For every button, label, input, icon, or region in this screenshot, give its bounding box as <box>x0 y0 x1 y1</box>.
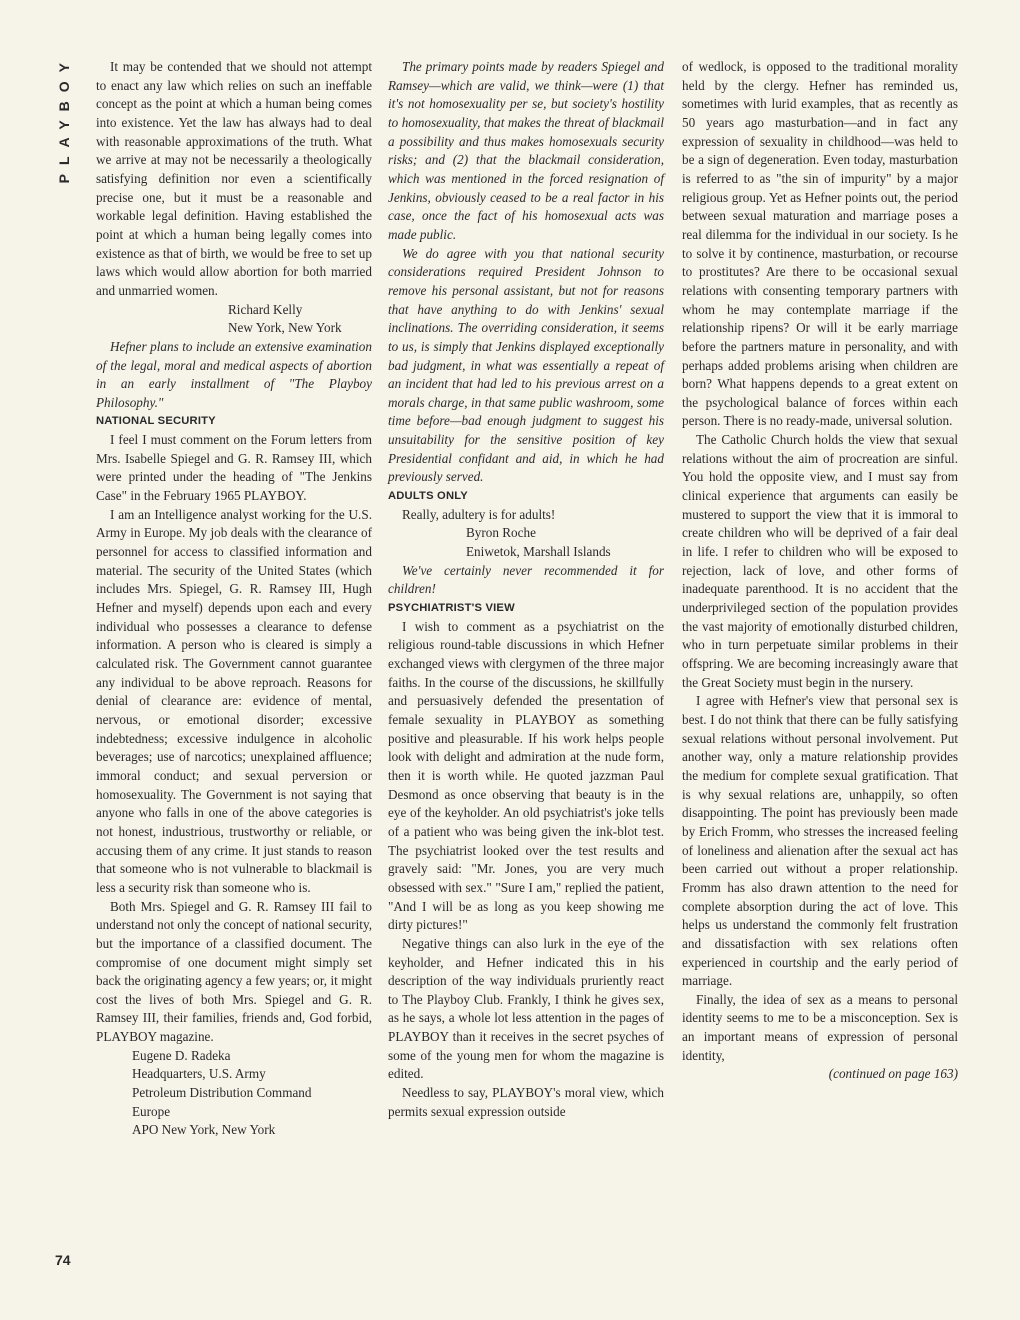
section-heading-psychiatrists-view: PSYCHIATRIST'S VIEW <box>388 602 515 615</box>
column-2 <box>388 58 664 1121</box>
signature-name: Byron Roche <box>466 525 536 541</box>
column-3 <box>682 58 958 1084</box>
letter-paragraph: It may be contended that we should not attempt to enact any law which relies on such an ineffable concept as the point at which a human being comes into existence. Yet the law has always had to deal with reasonable approximations of the truth. What we arrive at may not be necessarily a theologically satisfying definition nor even a scientifically precise one, but it must be a reasonable and workable legal definition. Having established the point at which a human being legally comes into existence as that of birth, we would be free to set up laws which would allow abortion for both married and unmarried women. <box>96 59 372 298</box>
letter-paragraph: I feel I must comment on the Forum letters from Mrs. Isabelle Spiegel and G. R. Ramsey III, which were printed under the heading of "The Jenkins Case" in the February 1965 PLAYBOY. <box>96 432 372 504</box>
letter-paragraph: I am an Intelligence analyst working for the U.S. Army in Europe. My job deals with the clearance of personnel for access to classified information and material. The security of the United States (which includes Mrs. Spiegel, G. R. Ramsey III, Hugh Hefner and myself) depends upon each and every individual who possesses a clearance to defense information. A person who is cleared is simply a calculated risk. The Government cannot guarantee any individual to be above reproach. Reasons for denial of clearance are: evidence of mental, nervous, or emotional disorder; excessive indebtedness; excessive indulgence in alcoholic beverages; use of narcotics; unexplained affluence; immoral conduct; and sexual perversion or homosexuality. The Government is not saying that anyone who falls in one of the above categories is not honest, industrious, trustworthy or reliable, or accusing them of any crime. It just stands to reason that someone who is not vulnerable to blackmail is less a security risk than someone who is. <box>96 506 372 895</box>
continued-notice: (continued on page 163) <box>828 1066 958 1082</box>
letter-paragraph: Both Mrs. Spiegel and G. R. Ramsey III fail to understand not only the concept of national security, but the importance of a classified document. The compromise of one document might simply set back the originating agency a few years; or, it might cost the lives of both Mrs. Spiegel and G. R. Ramsey III, their families, friends and, God forbid, PLAYBOY magazine. <box>96 898 373 1045</box>
signature-place: New York, New York <box>228 320 342 336</box>
page-number: 74 <box>55 1252 71 1268</box>
editor-reply: We've certainly never recommended it for children! <box>388 562 664 597</box>
letter-paragraph: Finally, the idea of sex as a means to personal identity seems to me to be a misconception. Sex is an important means of expression of personal identity, <box>682 991 958 1063</box>
signature-name: Richard Kelly <box>228 301 303 317</box>
letter-paragraph: Needless to say, PLAYBOY's moral view, which permits sexual expression outside <box>388 1085 664 1119</box>
signature-line: Eugene D. Radeka <box>132 1047 231 1063</box>
column-1 <box>96 58 372 1140</box>
letter-paragraph: Negative things can also lurk in the eye of the keyholder, and Hefner indicated this in his description of the way individuals pruriently react to The Playboy Club. Frankly, I think he gives sex, as he says, a whole lot less attention in the pages of PLAYBOY than it receives in the secret psyches of some of the young men for whom the magazine is edited. <box>388 935 664 1082</box>
signature-line: Europe <box>132 1103 171 1119</box>
editor-reply: Hefner plans to include an extensive examination of the legal, moral and medical aspects of abortion in an early installment of "The Playboy Philosophy." <box>96 338 372 410</box>
letter-paragraph: Really, adultery is for adults! <box>402 506 556 522</box>
letter-paragraph: of wedlock, is opposed to the traditional morality held by the clergy. Hefner has reminded us, sometimes with lurid examples, that as recently as 50 years ago masturbation—and in fact any expression of sexuality in childhood—was held to be a sign of degeneration. Even today, masturbation is referred to as "the sin of impurity" by a major religious group. Yet as Hefner points out, the period between sexual maturation and marriage poses a real dilemma for the individual in our society. Is he to solve it by continence, masturbation, or recourse to prostitutes? Are there to be occasional sexual relations with consenting temporary partners with whom he may contemplate marriage if the relationship ripens? Or will it be early marriage before the partners mature in personality, and with perhaps added problems arising when children are born? What happens depends to a great extent on the psychological balance of forces within each person. There is no ready-made, universal solution. <box>682 59 958 429</box>
signature-place: Eniwetok, Marshall Islands <box>466 544 611 560</box>
signature-line: Petroleum Distribution Command <box>132 1085 312 1101</box>
letter-paragraph: I wish to comment as a psychiatrist on the religious round-table discussions in which Hefner exchanged views with clergymen of the three major faiths. In the course of the discussions, he skillfully and persuasively defended the presentation of female sexuality in PLAYBOY as something positive and pleasurable. If his work helps people look with delight and admiration at the nude form, then it is worth while. He quoted jazzman Paul Desmond as once observing that beauty is in the eye of the keyholder. An old psychiatrist's joke tells of a patient who was being given the ink-blot test. The psychiatrist looked over the test results and gravely said: "Mr. Jones, you are very much obsessed with sex." "Sure I am," replied the patient, "And I will be as long as you keep showing me dirty pictures!" <box>388 618 664 933</box>
masthead-logo: PLAYBOY <box>56 54 72 184</box>
letter-paragraph: I agree with Hefner's view that personal sex is best. I do not think that there can be fully satisfying sexual relations without personal involvement. Put another way, only a mature relationship provides the medium for complete sexual gratification. That is why sexual relations are, unhappily, so often disappointing. The point has previously been made by Erich Fromm, who stresses the increased feeling of loneliness and alienation after the sexual act has been carried out without a proper relationship. Fromm has also drawn attention to the need for complete absorption during the act of love. This helps us understand the commonly felt frustration and dissatisfaction with sex relations often experienced in courtship and the early period of marriage. <box>682 693 958 989</box>
signature-line: Headquarters, U.S. Army <box>132 1066 266 1082</box>
section-heading-national-security: NATIONAL SECURITY <box>96 415 216 428</box>
section-heading-adults-only: ADULTS ONLY <box>388 490 468 503</box>
letter-paragraph: The Catholic Church holds the view that sexual relations without the aim of procreation are sinful. You hold the opposite view, and I must say from clinical experience that arguments can easily be mustered to support the view that it is immoral to create children who will be deprived of a fair deal in life. I refer to children who will be exposed to rejection, lack of love, and other forms of inadequate parenthood. It is no accident that the underprivileged section of the population provides the vast majority of emotionally disturbed children, who in turn perpetuate similar problems in their offspring. We are becoming increasingly aware that the Great Society must begin in the nursery. <box>682 432 958 690</box>
editor-reply: We do agree with you that national security considerations required President Johnson to remove his personal assistant, but not for reasons that have anything to do with Jenkins' sexual inclinations. The overriding consideration, it seems to us, is simply that Jenkins displayed exceptionally bad judgment, in what was essentially a repeat of an incident that had led to his previous arrest on a morals charge, in that same public washroom, some time before—bad enough judgment to suggest his unsuitability for the sensitive position of key Presidential confidant and aid, in which he had previously served. <box>388 245 664 485</box>
signature-line: APO New York, New York <box>132 1122 276 1138</box>
editor-reply: The primary points made by readers Spiegel and Ramsey—which are valid, we think—were (1) that it's not homosexuality per se, but society's hostility to homosexuality, that makes the threat of blackmail a possibility and thus makes homosexuals security risks; and (2) that the blackmail consideration, which was mentioned in the forced resignation of Jenkins, obviously ceased to be a real factor in his case, once the fact of his homosexual acts was made public. <box>388 59 664 242</box>
